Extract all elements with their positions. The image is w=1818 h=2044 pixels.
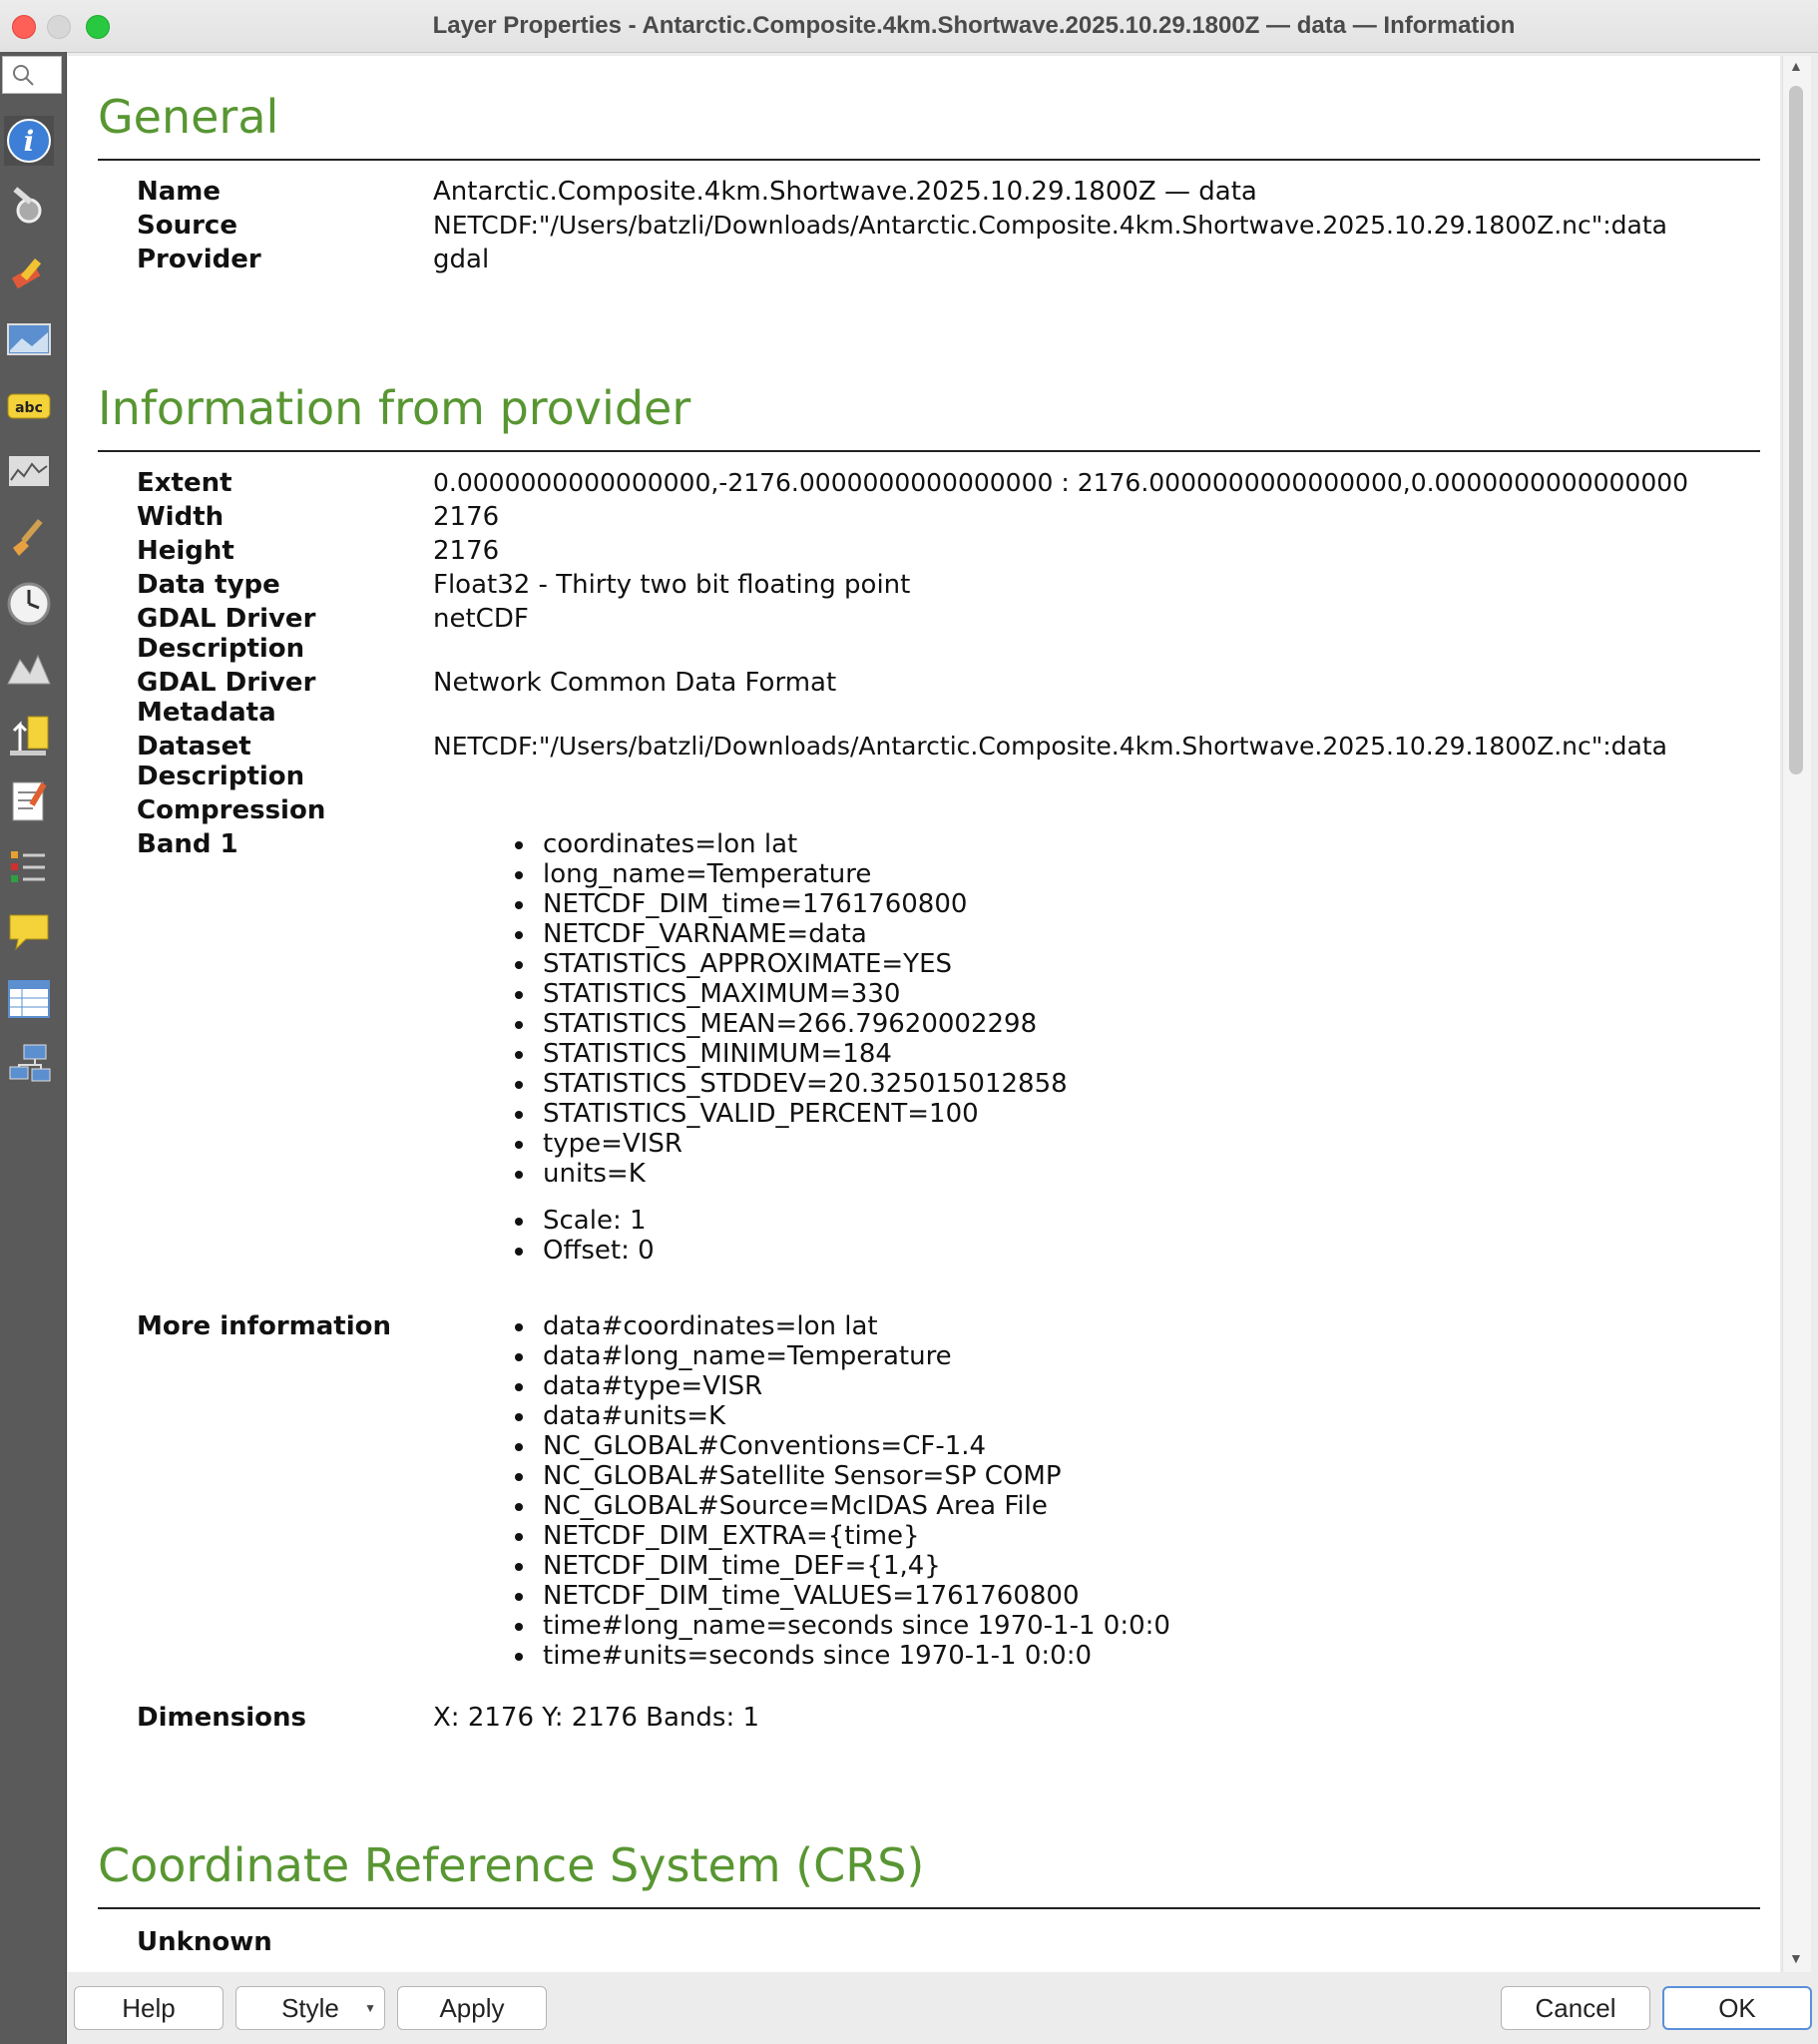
data-type-value: Float32 - Thirty two bit floating point bbox=[433, 570, 911, 600]
sidebar-item-histogram[interactable] bbox=[4, 447, 54, 497]
list-item: • type=VISR bbox=[537, 1129, 1068, 1159]
section-heading-general: General bbox=[98, 90, 279, 144]
apply-button[interactable]: Apply bbox=[397, 1986, 547, 2030]
scrollbar-thumb[interactable] bbox=[1789, 86, 1803, 774]
pyramids-icon bbox=[6, 713, 52, 759]
list-item: • data#long_name=Temperature bbox=[537, 1341, 1170, 1371]
list-item: • STATISTICS_MINIMUM=184 bbox=[537, 1039, 1068, 1069]
name-label: Name bbox=[137, 177, 222, 207]
provider-label: Provider bbox=[137, 245, 261, 274]
information-icon bbox=[6, 118, 52, 164]
section-heading-crs: Coordinate Reference System (CRS) bbox=[98, 1838, 925, 1892]
section-divider bbox=[98, 159, 1760, 161]
list-item: • long_name=Temperature bbox=[537, 859, 1068, 889]
compression-label: Compression bbox=[137, 795, 326, 825]
list-item: • NETCDF_DIM_time_VALUES=1761760800 bbox=[537, 1581, 1170, 1611]
svg-text:abc: abc bbox=[15, 400, 43, 416]
gdal-driver-metadata-value: Network Common Data Format bbox=[433, 668, 837, 698]
rendering-icon bbox=[7, 516, 51, 560]
sidebar-item-legend[interactable] bbox=[4, 842, 54, 892]
list-item: • STATISTICS_APPROXIMATE=YES bbox=[537, 949, 1068, 979]
symbology-icon bbox=[7, 253, 51, 296]
section-divider bbox=[98, 1907, 1760, 1909]
sidebar-item-rendering[interactable] bbox=[4, 513, 54, 563]
list-item: • data#units=K bbox=[537, 1401, 1170, 1431]
labels-icon bbox=[6, 391, 52, 421]
list-item: • NC_GLOBAL#Source=McIDAS Area File bbox=[537, 1491, 1170, 1521]
sidebar-item-elevation[interactable] bbox=[4, 645, 54, 695]
list-item: • NETCDF_DIM_time=1761760800 bbox=[537, 889, 1068, 919]
elevation-icon bbox=[6, 650, 52, 690]
sidebar-item-server[interactable] bbox=[4, 1040, 54, 1090]
cancel-button[interactable]: Cancel bbox=[1501, 1986, 1650, 2030]
sidebar-item-pyramids[interactable] bbox=[4, 711, 54, 761]
extent-label: Extent bbox=[137, 468, 232, 498]
list-item: • STATISTICS_STDDEV=20.325015012858 bbox=[537, 1069, 1068, 1099]
list-item: • NETCDF_VARNAME=data bbox=[537, 919, 1068, 949]
style-button-label: Style bbox=[281, 1992, 339, 2023]
title-bar bbox=[0, 0, 1818, 53]
help-button[interactable]: Help bbox=[74, 1986, 224, 2030]
source-icon bbox=[7, 187, 51, 231]
dropdown-caret-icon: ▼ bbox=[364, 2001, 376, 2015]
sidebar-item-source[interactable] bbox=[4, 184, 54, 234]
display-icon bbox=[6, 911, 52, 955]
provider-value: gdal bbox=[433, 245, 490, 274]
list-item: • Offset: 0 bbox=[537, 1236, 655, 1266]
server-icon bbox=[6, 1043, 52, 1087]
list-item: • coordinates=lon lat bbox=[537, 829, 1068, 859]
list-item: • NETCDF_DIM_EXTRA={time} bbox=[537, 1521, 1170, 1551]
sidebar-item-temporal[interactable] bbox=[4, 579, 54, 629]
attribute-table-icon bbox=[6, 978, 52, 1020]
sidebar-search-input[interactable] bbox=[2, 56, 62, 94]
minimize-window-button[interactable] bbox=[47, 15, 71, 39]
legend-icon bbox=[7, 847, 51, 887]
band-1-scale-list bbox=[507, 1206, 655, 1266]
source-value: NETCDF:"/Users/batzli/Downloads/Antarctic.Composite.4km.Shortwave.2025.10.29.1800Z.nc":data bbox=[433, 211, 1667, 240]
histogram-icon bbox=[6, 452, 52, 492]
dimensions-value: X: 2176 Y: 2176 Bands: 1 bbox=[433, 1703, 760, 1733]
name-value: Antarctic.Composite.4km.Shortwave.2025.10.29.1800Z — data bbox=[433, 177, 1257, 207]
section-heading-provider: Information from provider bbox=[98, 381, 691, 435]
data-type-label: Data type bbox=[137, 570, 280, 600]
ok-button[interactable]: OK bbox=[1662, 1986, 1812, 2030]
list-item: • STATISTICS_MAXIMUM=330 bbox=[537, 979, 1068, 1009]
gdal-driver-description-label-line2: Description bbox=[137, 634, 305, 664]
gdal-driver-metadata-label-line1: GDAL Driver bbox=[137, 668, 316, 698]
width-value: 2176 bbox=[433, 502, 500, 532]
dialog-button-bar bbox=[68, 1972, 1818, 2044]
list-item: • data#type=VISR bbox=[537, 1371, 1170, 1401]
sidebar-item-transparency[interactable] bbox=[4, 315, 54, 365]
extent-value: 0.0000000000000000,-2176.0000000000000000 : 2176.0000000000000000,0.0000000000000000 bbox=[433, 468, 1689, 497]
source-label: Source bbox=[137, 211, 237, 241]
sidebar-item-symbology[interactable] bbox=[4, 250, 54, 299]
list-item: • NETCDF_DIM_time_DEF={1,4} bbox=[537, 1551, 1170, 1581]
vertical-scrollbar[interactable] bbox=[1782, 56, 1811, 1972]
height-value: 2176 bbox=[433, 536, 500, 566]
sidebar-item-metadata[interactable] bbox=[4, 776, 54, 826]
search-icon bbox=[11, 63, 35, 87]
close-window-button[interactable] bbox=[12, 15, 36, 39]
list-item: • STATISTICS_MEAN=266.79620002298 bbox=[537, 1009, 1068, 1039]
gdal-driver-metadata-label-line2: Metadata bbox=[137, 698, 276, 728]
list-item: • data#coordinates=lon lat bbox=[537, 1311, 1170, 1341]
maximize-window-button[interactable] bbox=[86, 15, 110, 39]
gdal-driver-description-value: netCDF bbox=[433, 604, 529, 634]
list-item: • Scale: 1 bbox=[537, 1206, 655, 1236]
more-information-label: More information bbox=[137, 1311, 392, 1341]
list-item: • NC_GLOBAL#Satellite Sensor=SP COMP bbox=[537, 1461, 1170, 1491]
sidebar-item-attribute-table[interactable] bbox=[4, 974, 54, 1024]
dataset-description-label-line1: Dataset bbox=[137, 732, 251, 762]
more-information-list bbox=[507, 1311, 1170, 1671]
dataset-description-label-line2: Description bbox=[137, 762, 305, 791]
scroll-down-icon[interactable]: ▼ bbox=[1789, 1950, 1803, 1966]
metadata-icon bbox=[7, 778, 51, 824]
sidebar-item-labels[interactable] bbox=[4, 381, 54, 431]
sidebar-item-information[interactable] bbox=[4, 116, 54, 166]
temporal-icon bbox=[6, 581, 52, 627]
style-button[interactable] bbox=[235, 1986, 385, 2030]
gdal-driver-description-label-line1: GDAL Driver bbox=[137, 604, 316, 634]
section-divider bbox=[98, 450, 1760, 452]
transparency-icon bbox=[6, 320, 52, 360]
scroll-up-icon[interactable]: ▲ bbox=[1789, 58, 1803, 74]
dimensions-label: Dimensions bbox=[137, 1703, 306, 1733]
window-title: Layer Properties - Antarctic.Composite.4km.Shortwave.2025.10.29.1800Z — data — Information bbox=[432, 12, 1516, 39]
list-item: • time#long_name=seconds since 1970-1-1 0:0:0 bbox=[537, 1611, 1170, 1641]
dataset-description-value: NETCDF:"/Users/batzli/Downloads/Antarctic.Composite.4km.Shortwave.2025.10.29.1800Z.nc":data bbox=[433, 732, 1667, 761]
information-panel bbox=[68, 56, 1780, 1972]
list-item: • NC_GLOBAL#Conventions=CF-1.4 bbox=[537, 1431, 1170, 1461]
band-1-metadata-list bbox=[507, 829, 1068, 1189]
list-item: • STATISTICS_VALID_PERCENT=100 bbox=[537, 1099, 1068, 1129]
list-item: • time#units=seconds since 1970-1-1 0:0:0 bbox=[537, 1641, 1170, 1671]
svg-text:i: i bbox=[23, 125, 35, 158]
sidebar bbox=[0, 52, 67, 2044]
band-1-label: Band 1 bbox=[137, 829, 238, 859]
height-label: Height bbox=[137, 536, 234, 566]
width-label: Width bbox=[137, 502, 225, 532]
list-item: • units=K bbox=[537, 1159, 1068, 1189]
crs-value: Unknown bbox=[137, 1927, 272, 1957]
sidebar-item-display[interactable] bbox=[4, 908, 54, 958]
